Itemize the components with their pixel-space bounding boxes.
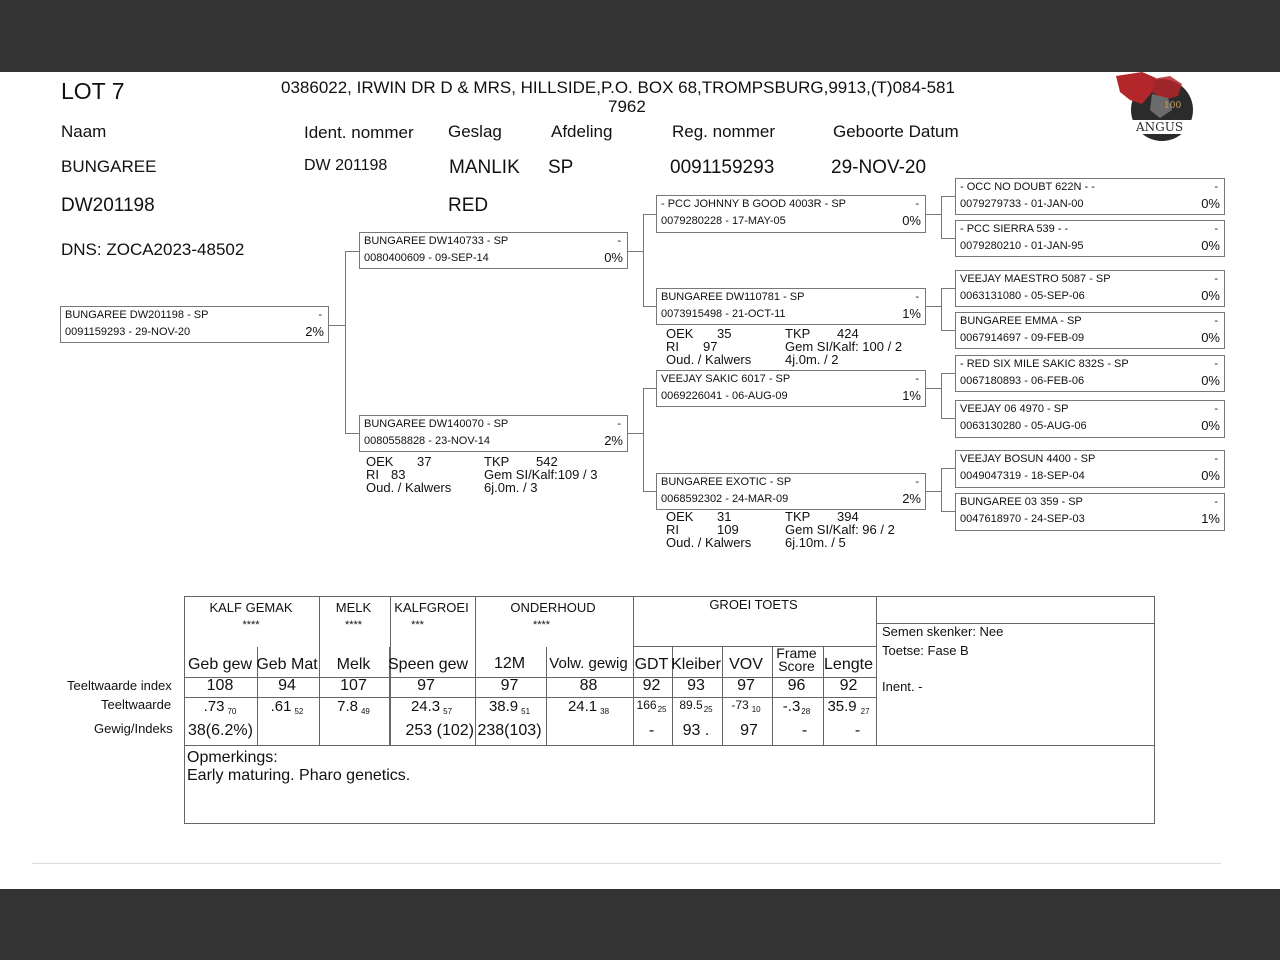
pedigree-dash: - — [1214, 358, 1218, 370]
gewig-cell: 238(103) — [477, 722, 542, 739]
col-header: Geb Mat — [256, 656, 318, 673]
pedigree-pct: 0% — [1201, 238, 1220, 253]
remarks-label: Opmerkings: — [187, 749, 278, 766]
label-naam: Naam — [61, 122, 107, 141]
index-cell: 97 — [500, 677, 519, 694]
dam-stats — [366, 455, 626, 497]
index-cell: 96 — [787, 677, 806, 694]
pedigree-pct: 0% — [1201, 196, 1220, 211]
tw-value: .61 — [270, 698, 292, 715]
stat-value: 394 — [837, 509, 859, 524]
pedigree-pct: 0% — [1201, 468, 1220, 483]
tw-cell — [389, 698, 474, 716]
col-header: Melk — [336, 656, 371, 673]
pedigree-dash: - — [1214, 453, 1218, 465]
pedigree-name: BUNGAREE DW140070 - SP — [364, 418, 509, 430]
group-onderhoud-stars: **** — [532, 619, 551, 631]
tw-accuracy: 27 — [860, 707, 870, 716]
pedigree-pct: 0% — [1201, 288, 1220, 303]
index-cell: 97 — [737, 677, 755, 694]
group-melk-stars: **** — [344, 619, 363, 631]
pedigree-name: VEEJAY MAESTRO 5087 - SP — [960, 273, 1111, 285]
col-header: Frame Score — [776, 645, 817, 674]
stat-value: Gem SI/Kalf: 100 / 2 — [785, 339, 903, 354]
pedigree-pct: 0% — [902, 213, 921, 228]
stat-label: TKP — [785, 326, 811, 341]
pedigree-reg: 0079280228 - 17-MAY-05 — [661, 215, 786, 227]
pedigree-pct: 2% — [305, 324, 324, 339]
pedigree-name: BUNGAREE 03 359 - SP — [960, 496, 1083, 508]
pedigree-pct: 0% — [1201, 373, 1220, 388]
stat-label: Oud. / Kalwers — [366, 480, 452, 495]
pedigree-dam — [359, 415, 628, 452]
tw-cell — [318, 698, 389, 716]
tw-cell — [256, 698, 318, 716]
pedigree-dam-dam — [656, 473, 926, 510]
animal-birthdate: 29-NOV-20 — [831, 157, 927, 178]
pedigree-reg: 0063130280 - 05-AUG-06 — [960, 420, 1087, 432]
owner-line-1: 0386022, IRWIN DR D & MRS, HILLSIDE,P.O. BOX 68,TROMPSBURG,9913,(T)084-581 — [281, 78, 955, 97]
pedigree-dash: - — [1214, 273, 1218, 285]
pedigree-gg-2 — [955, 220, 1225, 257]
animal-section: SP — [548, 157, 574, 178]
col-header: Volw. gewig — [549, 655, 628, 672]
pedigree-dash: - — [915, 373, 919, 385]
label-geslag: Geslag — [448, 122, 502, 141]
pedigree-dash: - — [617, 235, 621, 247]
tw-value: -.3 — [782, 698, 801, 715]
sire-dam-stats — [666, 327, 926, 369]
pedigree-gg-8 — [955, 493, 1225, 531]
stat-value: 6j.0m. / 3 — [484, 480, 538, 495]
stat-label: RI — [666, 339, 679, 354]
tw-accuracy: 10 — [751, 705, 761, 714]
pedigree-reg: 0080558828 - 23-NOV-14 — [364, 435, 490, 447]
tw-cell — [632, 698, 671, 714]
pedigree-reg: 0080400609 - 09-SEP-14 — [364, 252, 489, 264]
stat-label: OEK — [366, 454, 394, 469]
stat-value: Gem SI/Kalf:109 / 3 — [484, 467, 598, 482]
animal-code: DW201198 — [61, 195, 155, 216]
tw-value: -73 — [731, 698, 749, 712]
pedigree-name: - PCC SIERRA 539 - - — [960, 223, 1069, 235]
pedigree-reg: 0068592302 - 24-MAR-09 — [661, 493, 789, 505]
label-geboorte: Geboorte Datum — [833, 122, 959, 141]
pedigree-reg: 0091159293 - 29-NOV-20 — [65, 326, 191, 338]
pedigree-gg-7 — [955, 450, 1225, 488]
lot-number: LOT 7 — [61, 78, 125, 104]
pedigree-name: BUNGAREE DW140733 - SP — [364, 235, 509, 247]
pedigree-reg: 0067914697 - 09-FEB-09 — [960, 332, 1085, 344]
row-label-index: Teeltwaarde index — [67, 678, 172, 693]
col-header: Geb gew — [187, 656, 253, 673]
gewig-cell: 253 (102) — [405, 722, 474, 739]
tw-cell — [822, 698, 875, 716]
group-kalfgroei-stars: *** — [411, 619, 424, 631]
tw-value: 24.1 — [567, 698, 598, 715]
pedigree-dash: - — [1214, 403, 1218, 415]
stat-value: 97 — [703, 339, 718, 354]
row-label-teeltwaarde: Teeltwaarde — [101, 697, 172, 712]
pedigree-pct: 1% — [902, 306, 921, 321]
group-kalfgroei: KALFGROEI — [394, 600, 469, 615]
stat-value: 31 — [717, 509, 732, 524]
pedigree-self — [60, 306, 329, 343]
label-ident: Ident. nommer — [304, 123, 414, 142]
stat-value: 37 — [417, 454, 432, 469]
pedigree-sire-dam — [656, 288, 926, 325]
index-cell: 88 — [579, 677, 598, 694]
angus-logo — [1112, 70, 1196, 146]
top-band — [0, 0, 1280, 72]
pedigree-name: BUNGAREE DW201198 - SP — [65, 309, 209, 321]
col-header: GDT — [634, 656, 669, 673]
tw-accuracy: 25 — [703, 705, 713, 714]
pedigree-name: VEEJAY BOSUN 4400 - SP — [960, 453, 1096, 465]
index-cell: 107 — [340, 677, 367, 694]
index-cell: 92 — [839, 677, 858, 694]
pedigree-sire — [359, 232, 628, 269]
owner-line-2: 7962 — [608, 97, 646, 116]
bottom-band — [0, 889, 1280, 960]
gewig-cell: - — [801, 722, 808, 739]
semen-donor: Semen skenker: Nee — [882, 624, 1004, 639]
pedigree-pct: 2% — [604, 433, 623, 448]
index-cell: 92 — [642, 677, 661, 694]
pedigree-name: - PCC JOHNNY B GOOD 4003R - SP — [661, 198, 847, 210]
pedigree-dash: - — [617, 418, 621, 430]
test-phase: Toetse: Fase B — [882, 643, 969, 658]
tw-value: 166 — [636, 698, 657, 712]
tw-cell — [671, 698, 721, 714]
stat-label: TKP — [785, 509, 811, 524]
pedigree-reg: 0047618970 - 24-SEP-03 — [960, 513, 1085, 525]
tw-accuracy: 51 — [521, 707, 531, 716]
dns-code: DNS: ZOCA2023-48502 — [61, 240, 245, 259]
index-cell: 97 — [417, 677, 435, 694]
logo-badge: 100 — [1164, 101, 1182, 111]
tw-value: .73 — [203, 698, 225, 715]
gewig-cell: 38(6.2%) — [188, 722, 253, 739]
stat-value: 35 — [717, 326, 732, 341]
col-header: Lengte — [824, 656, 873, 673]
pedigree-gg-5 — [955, 355, 1225, 392]
tw-cell — [721, 698, 771, 714]
tw-accuracy: 70 — [227, 707, 237, 716]
pedigree-name: BUNGAREE DW110781 - SP — [661, 291, 805, 303]
group-melk: MELK — [335, 600, 372, 615]
pedigree-pct: 1% — [902, 388, 921, 403]
pedigree-name: - OCC NO DOUBT 622N - - — [960, 181, 1095, 193]
animal-ident: DW 201198 — [304, 157, 388, 174]
tw-accuracy: 49 — [360, 707, 370, 716]
gewig-cell: 97 — [740, 722, 758, 739]
pedigree-dash: - — [915, 198, 919, 210]
stat-label: RI — [666, 522, 679, 537]
tw-accuracy: 57 — [443, 707, 453, 716]
tw-accuracy: 25 — [657, 705, 667, 714]
tw-cell — [474, 698, 545, 716]
col-header: Speen gew — [388, 656, 469, 673]
tw-value: 35.9 — [827, 698, 857, 715]
pedigree-reg: 0063131080 - 05-SEP-06 — [960, 290, 1085, 302]
pedigree-reg: 0073915498 - 21-OCT-11 — [661, 308, 786, 320]
group-kalf-gemak-stars: **** — [242, 619, 260, 631]
stat-label: Oud. / Kalwers — [666, 352, 752, 367]
col-header: 12M — [493, 655, 526, 672]
gewig-cell: - — [648, 722, 655, 739]
pedigree-name: BUNGAREE EXOTIC - SP — [661, 476, 792, 488]
col-header: Kleiber — [671, 656, 721, 673]
tw-cell — [184, 698, 256, 716]
pedigree-gg-1 — [955, 178, 1225, 215]
col-header: VOV — [729, 656, 763, 673]
stat-label: Oud. / Kalwers — [666, 535, 752, 550]
animal-colour: RED — [448, 195, 489, 216]
stat-label: OEK — [666, 509, 694, 524]
pedigree-dash: - — [318, 309, 322, 321]
pedigree-pct: 1% — [1201, 511, 1220, 526]
tw-value: 38.9 — [488, 698, 519, 715]
stat-value: 6j.10m. / 5 — [785, 535, 846, 550]
pedigree-name: VEEJAY 06 4970 - SP — [960, 403, 1069, 415]
tw-accuracy: 28 — [801, 707, 811, 716]
stat-value: 542 — [536, 454, 558, 469]
logo-text: ANGUS — [1136, 120, 1184, 134]
group-kalf-gemak: KALF GEMAK — [209, 600, 293, 615]
tw-accuracy: 52 — [294, 707, 304, 716]
label-afdeling: Afdeling — [551, 122, 613, 141]
stat-value: 424 — [837, 326, 859, 341]
pedigree-dam-sire — [656, 370, 926, 407]
pedigree-name: - RED SIX MILE SAKIC 832S - SP — [960, 358, 1129, 370]
pedigree-gg-3 — [955, 270, 1225, 307]
stat-label: TKP — [484, 454, 510, 469]
pedigree-reg: 0049047319 - 18-SEP-04 — [960, 470, 1085, 482]
animal-sex: MANLIK — [449, 157, 520, 178]
animal-name: BUNGAREE — [61, 157, 157, 176]
group-onderhoud: ONDERHOUD — [510, 600, 596, 615]
index-cell: 108 — [206, 677, 234, 694]
pedigree-pct: 2% — [902, 491, 921, 506]
pedigree-reg: 0067180893 - 06-FEB-06 — [960, 375, 1085, 387]
pedigree-reg: 0079279733 - 01-JAN-00 — [960, 198, 1084, 210]
gewig-cell: 93 . — [682, 722, 710, 739]
group-groei-toets: GROEI TOETS — [709, 597, 798, 612]
stat-value: 4j.0m. / 2 — [785, 352, 839, 367]
pedigree-dash: - — [915, 476, 919, 488]
pedigree-pct: 0% — [604, 250, 623, 265]
stat-label: OEK — [666, 326, 694, 341]
dam-dam-stats — [666, 510, 926, 552]
pedigree-pct: 0% — [1201, 330, 1220, 345]
tw-cell — [545, 698, 632, 716]
pedigree-gg-6 — [955, 400, 1225, 438]
pedigree-dash: - — [1214, 496, 1218, 508]
animal-reg: 0091159293 — [670, 157, 775, 178]
pedigree-pct: 0% — [1201, 418, 1220, 433]
index-cell: 93 — [687, 677, 705, 694]
stat-label: RI — [366, 467, 379, 482]
pedigree-gg-4 — [955, 312, 1225, 349]
tw-value: 24.3 — [410, 698, 441, 715]
stat-value: 109 — [717, 522, 739, 537]
pedigree-dash: - — [915, 291, 919, 303]
pedigree-reg: 0069226041 - 06-AUG-09 — [661, 390, 788, 402]
pedigree-name: BUNGAREE EMMA - SP — [960, 315, 1082, 327]
tw-value: 89.5 — [679, 698, 703, 712]
footer-divider — [32, 863, 1221, 864]
vaccination: Inent. - — [882, 679, 923, 694]
tw-value: 7.8 — [337, 698, 358, 715]
pedigree-dash: - — [1214, 181, 1218, 193]
row-label-gewig: Gewig/Indeks — [94, 721, 173, 736]
stat-value: 83 — [391, 467, 406, 482]
remarks-text: Early maturing. Pharo genetics. — [187, 767, 411, 784]
tw-cell — [771, 698, 822, 716]
pedigree-reg: 0079280210 - 01-JAN-95 — [960, 240, 1084, 252]
index-cell: 94 — [278, 677, 296, 694]
gewig-cell: - — [854, 722, 861, 739]
pedigree-dash: - — [1214, 315, 1218, 327]
label-reg: Reg. nommer — [672, 122, 775, 141]
stat-value: Gem SI/Kalf: 96 / 2 — [785, 522, 895, 537]
tw-accuracy: 38 — [600, 707, 610, 716]
pedigree-name: VEEJAY SAKIC 6017 - SP — [661, 373, 791, 385]
pedigree-dash: - — [1214, 223, 1218, 235]
pedigree-sire-sire — [656, 195, 926, 233]
